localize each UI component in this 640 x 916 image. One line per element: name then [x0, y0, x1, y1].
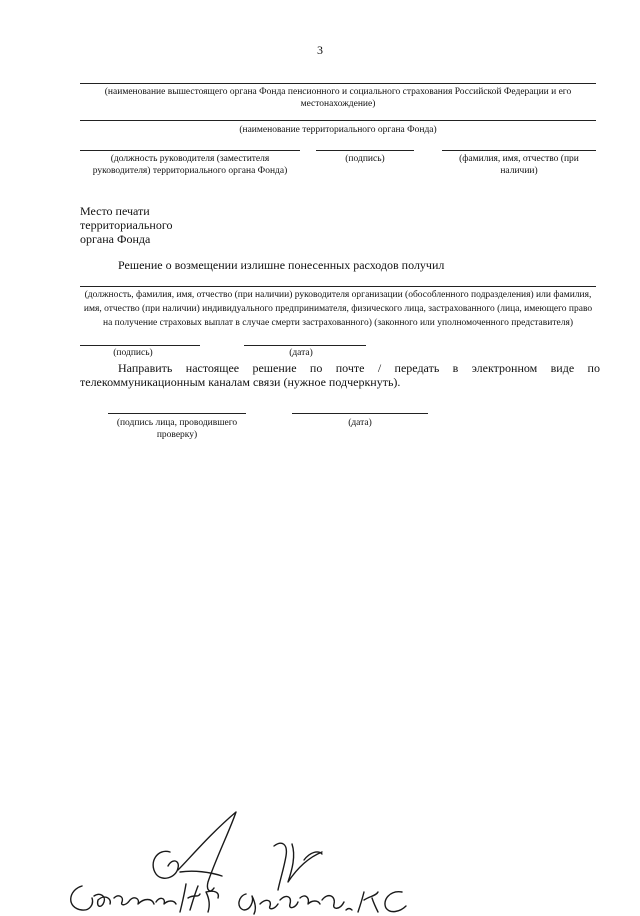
- send-word: электронном: [471, 361, 538, 375]
- territorial-body-line: [80, 120, 596, 121]
- position-caption-line2: руководителя) территориального органа Фонда): [92, 166, 288, 176]
- handwritten-signatures: [60, 800, 420, 916]
- superior-body-caption-line1: (наименование вышестоящего органа Фонда пенсионного и социального страхования Российской Федерации и его: [104, 87, 572, 97]
- send-word: решение: [252, 361, 297, 375]
- inspector-signature-caption-line2: проверку): [156, 430, 198, 440]
- head-signature-caption: (подпись): [345, 154, 385, 164]
- inspector-signature-line: [108, 413, 246, 414]
- send-instruction-line2: телекоммуникационным каналам связи (нужное подчеркнуть).: [80, 375, 401, 389]
- recipient-signature-caption: (подпись): [113, 348, 153, 358]
- head-signature-line: [316, 150, 414, 151]
- send-word: по: [587, 361, 600, 375]
- decision-received-text: Решение о возмещении излишне понесенных расходов получил: [118, 258, 445, 272]
- head-fio-line: [442, 150, 596, 151]
- send-word: почте: [335, 361, 365, 375]
- stamp-place-line1: Место печати: [80, 204, 150, 218]
- inspector-date-caption: (дата): [348, 418, 372, 428]
- head-fio-caption-line1: (фамилия, имя, отчество (при: [459, 154, 579, 164]
- page-number: 3: [317, 43, 323, 57]
- send-word: по: [309, 361, 323, 375]
- superior-body-line: [80, 83, 596, 84]
- recipient-caption-line2: имя, отчество (при наличии) индивидуального предпринимателя, физического лица, застрахованного (лица, имеющего право: [83, 304, 593, 314]
- recipient-caption-line3: на получение страховых выплат в случае смерти застрахованного) (законного или уполномоченного представителя): [103, 318, 573, 328]
- territorial-body-caption: (наименование территориального органа Фонда): [239, 125, 437, 135]
- stamp-place-line2: территориального: [80, 218, 173, 232]
- send-instruction-line1: [118, 361, 600, 376]
- superior-body-caption-line2: местонахождение): [300, 99, 376, 109]
- send-word: виде: [550, 361, 575, 375]
- recipient-line: [80, 286, 596, 287]
- send-word: передать: [394, 361, 440, 375]
- send-word: настоящее: [185, 361, 240, 375]
- position-line: [80, 150, 300, 151]
- recipient-signature-line: [80, 345, 200, 346]
- send-word: в: [452, 361, 459, 375]
- recipient-date-caption: (дата): [289, 348, 313, 358]
- position-caption-line1: (должность руководителя (заместителя: [110, 154, 270, 164]
- inspector-date-line: [292, 413, 428, 414]
- stamp-place-line3: органа Фонда: [80, 232, 151, 246]
- recipient-date-line: [244, 345, 366, 346]
- inspector-signature-caption-line1: (подпись лица, проводившего: [116, 418, 238, 428]
- recipient-caption-line1: (должность, фамилия, имя, отчество (при наличии) руководителя организации (обособленного подразделения) или фамилия,: [84, 290, 592, 300]
- send-word: /: [377, 361, 382, 375]
- send-word: Направить: [118, 361, 173, 375]
- head-fio-caption-line2: наличии): [500, 166, 538, 176]
